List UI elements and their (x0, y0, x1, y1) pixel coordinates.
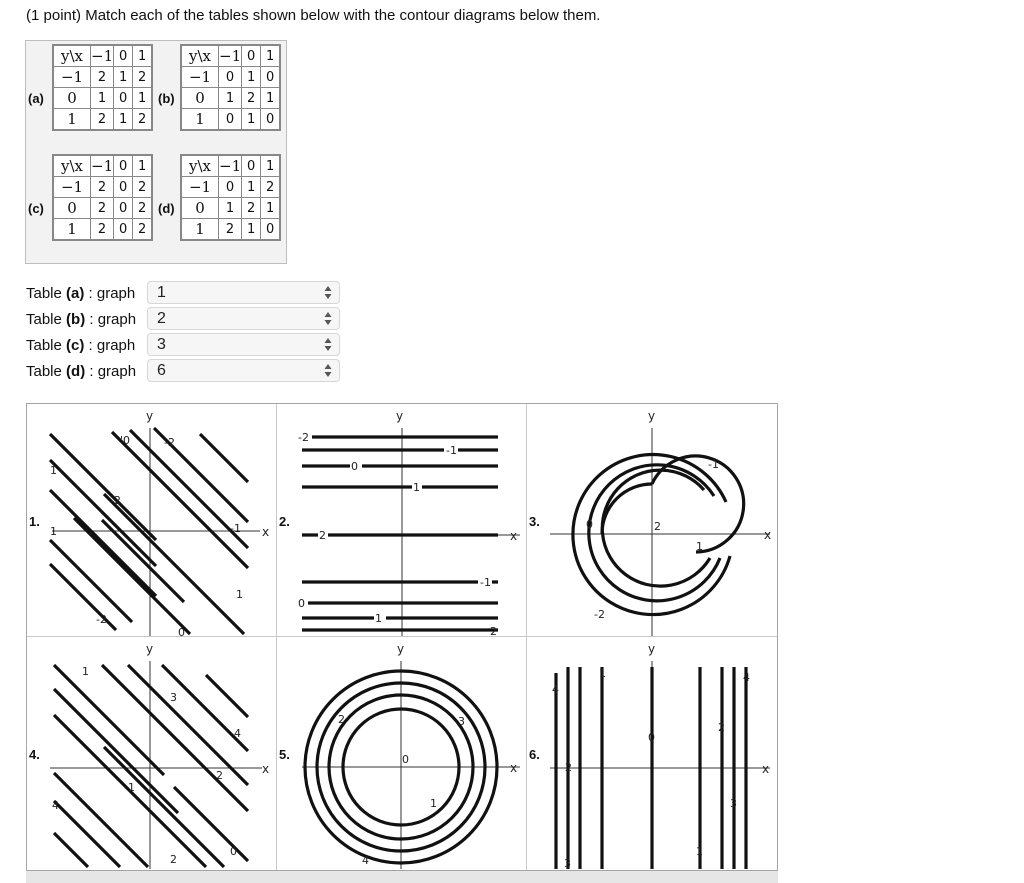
answer-suffix: : graph (85, 310, 137, 328)
contour-label: -1 (446, 444, 457, 457)
table-c-yval: 0 (53, 198, 91, 219)
table-c-cell: 2 (91, 219, 114, 241)
table-a-yval: −1 (53, 67, 91, 88)
answer-table-label: (c) (66, 336, 85, 354)
contour-label: 1 (50, 525, 57, 538)
table-c-cell: 2 (91, 177, 114, 198)
contour-label: 2 (319, 529, 326, 542)
table-d-xval: 0 (242, 155, 261, 177)
table-a-xval: 0 (114, 45, 133, 67)
contour-graphs-grid (26, 403, 778, 871)
x-axis-label: x (762, 762, 770, 776)
contour-label: 0 (648, 731, 655, 744)
graph-1 (27, 404, 277, 637)
contour-label: 2 (114, 494, 121, 507)
contour-label: -1 (480, 576, 491, 589)
table-b (180, 44, 281, 131)
contour-plot-2 (294, 404, 526, 636)
contour-label: 2 (490, 625, 497, 636)
tables-panel (25, 40, 287, 264)
table-d-cell: 1 (242, 177, 261, 198)
contour-label: 1 (696, 845, 703, 858)
y-axis-label: y (146, 642, 154, 656)
contour-label: 1 (413, 481, 420, 494)
table-b-yval: −1 (181, 67, 219, 88)
table-a-cell: 2 (133, 67, 153, 88)
table-c-cell: 2 (133, 177, 153, 198)
y-axis-label: y (648, 409, 656, 423)
table-c-cell: 2 (133, 219, 153, 241)
table-d-yval: 0 (181, 198, 219, 219)
table-a-cell: 2 (91, 109, 114, 131)
table-d-yval: 1 (181, 219, 219, 241)
contour-label: 1 (236, 588, 243, 601)
table-a-cell: 2 (133, 109, 153, 131)
contour-line (54, 689, 178, 813)
graph-select-c[interactable] (147, 333, 340, 356)
contour-label: 1 (50, 464, 57, 477)
contour-plot-4 (44, 637, 276, 869)
graph-3 (527, 404, 777, 637)
table-a-xval: 1 (133, 45, 153, 67)
table-d-cell: 1 (219, 198, 242, 219)
graph-number: 6. (529, 747, 540, 762)
table-b-cell: 0 (261, 109, 281, 131)
contour-line (50, 460, 156, 566)
contour-label: -2 (298, 431, 309, 444)
graph-select-value: 6 (157, 362, 166, 379)
table-d-cell: 2 (261, 177, 281, 198)
table-a-cell: 1 (91, 88, 114, 109)
table-a-xval: −1 (91, 47, 114, 65)
table-c-cell: 2 (91, 198, 114, 219)
table-d-cell: 1 (242, 219, 261, 241)
table-a-cell: 1 (114, 109, 133, 131)
table-d-cell: 1 (261, 198, 281, 219)
x-axis-label: x (764, 528, 772, 542)
table-a-cell: 1 (114, 67, 133, 88)
contour-plot-1 (44, 404, 276, 636)
contour-label: 4 (234, 727, 241, 740)
table-c-cell: 0 (114, 198, 133, 219)
contour-label: 1 (599, 667, 606, 680)
table-b-cell: 1 (219, 88, 242, 109)
graph-select-a[interactable] (147, 281, 340, 304)
contour-line (206, 675, 248, 717)
table-b-cell: 1 (242, 109, 261, 131)
question-text: (1 point) Match each of the tables shown below with the contour diagrams below them. (26, 7, 601, 24)
table-b-cell: 2 (242, 88, 261, 109)
contour-line (74, 518, 190, 634)
updown-arrows-icon (324, 363, 332, 378)
table-b-cell: 1 (242, 67, 261, 88)
table-c-xval: −1 (91, 157, 114, 175)
table-c (52, 154, 153, 241)
x-axis-label: x (510, 529, 518, 543)
table-b-yval: 1 (181, 109, 219, 131)
table-c-yval: −1 (53, 177, 91, 198)
table-a-yval: 0 (53, 88, 91, 109)
table-d-cell: 0 (219, 177, 242, 198)
updown-arrows-icon (324, 285, 332, 300)
table-b-yval: 0 (181, 88, 219, 109)
answer-row-b (26, 307, 148, 331)
graph-select-b[interactable] (147, 307, 340, 330)
contour-ring (602, 484, 652, 534)
graph-number: 1. (29, 514, 40, 529)
contour-label: 3 (458, 715, 465, 728)
y-axis-label: y (146, 409, 154, 423)
graph-number: 2. (279, 514, 290, 529)
contour-label: -2 (96, 613, 107, 626)
updown-arrows-icon (324, 311, 332, 326)
y-axis-label: y (396, 409, 404, 423)
contour-label: 4 (743, 671, 750, 684)
contour-line (54, 801, 120, 867)
answer-prefix: Table (26, 284, 67, 302)
answer-suffix: : graph (84, 336, 136, 354)
contour-label: 0 (586, 518, 593, 531)
contour-label: 4 (52, 799, 59, 812)
graph-select-value: 2 (157, 310, 166, 327)
answer-table-label: (b) (66, 310, 86, 328)
table-a-cell: 1 (133, 88, 153, 109)
table-a (52, 44, 153, 131)
contour-line (54, 665, 164, 775)
table-c-cell: 0 (114, 177, 133, 198)
table-c-xval: 0 (114, 155, 133, 177)
contour-plot-3 (544, 404, 776, 636)
table-a-cell: 0 (114, 88, 133, 109)
answer-table-label: (a) (66, 284, 85, 302)
contour-label: 2 (565, 761, 572, 774)
graph-5 (277, 637, 527, 870)
answer-table-label: (d) (66, 362, 86, 380)
contour-plot-5 (294, 637, 526, 869)
table-a-label: (a) (28, 91, 44, 106)
contour-label: 0 (351, 460, 358, 473)
contour-line (200, 434, 248, 482)
bottom-scroll-strip (26, 871, 778, 883)
table-d-cell: 2 (242, 198, 261, 219)
table-c-xval: 1 (133, 155, 153, 177)
contour-line (54, 833, 88, 867)
table-d-label: (d) (158, 201, 175, 216)
answer-suffix: : graph (84, 284, 136, 302)
table-b-cell: 0 (219, 109, 242, 131)
answer-row-c (26, 333, 148, 357)
contour-label: 2 (718, 721, 725, 734)
contour-label: -1 (708, 458, 719, 471)
contour-label: 0 (402, 753, 409, 766)
contour-ring (573, 455, 730, 615)
contour-label: 3 (564, 857, 571, 869)
graph-number: 5. (279, 747, 290, 762)
table-a-yval: 1 (53, 109, 91, 131)
contour-label: 4 (362, 854, 369, 867)
contour-label: -2 (594, 608, 605, 621)
answer-prefix: Table (26, 336, 67, 354)
graph-number: 3. (529, 514, 540, 529)
table-b-cell: 0 (261, 67, 281, 88)
graph-6 (527, 637, 777, 870)
graph-select-value: 1 (157, 284, 166, 301)
x-axis-label: x (510, 761, 518, 775)
contour-label: 1 (696, 540, 703, 553)
graph-2 (277, 404, 527, 637)
graph-select-d[interactable] (147, 359, 340, 382)
table-b-cell: 0 (219, 67, 242, 88)
graph-number: 4. (29, 747, 40, 762)
table-b-label: (b) (158, 91, 175, 106)
table-b-cell: 1 (261, 88, 281, 109)
contour-label: 1 (430, 797, 437, 810)
table-c-label: (c) (28, 201, 44, 216)
contour-label: 2 (338, 713, 345, 726)
answer-prefix: Table (26, 310, 67, 328)
table-d-corner: y\x (181, 155, 219, 177)
table-d-cell: 2 (219, 219, 242, 241)
contour-label: -2 (164, 436, 175, 449)
answer-row-d (26, 359, 148, 383)
contour-label: 1 (82, 665, 89, 678)
y-axis-label: y (648, 642, 656, 656)
answer-suffix: : graph (85, 362, 137, 380)
contour-label: 0 (230, 845, 237, 858)
contour-line (104, 747, 224, 867)
contour-line (128, 665, 248, 785)
contour-label: 2 (170, 853, 177, 866)
table-a-cell: 2 (91, 67, 114, 88)
table-c-cell: 2 (133, 198, 153, 219)
contour-line (50, 434, 156, 540)
table-d (180, 154, 281, 241)
contour-label: 2 (216, 769, 223, 782)
table-d-yval: −1 (181, 177, 219, 198)
contour-label: 1 (375, 612, 382, 625)
table-c-cell: 0 (114, 219, 133, 241)
updown-arrows-icon (324, 337, 332, 352)
contour-label: 0 (178, 626, 185, 636)
table-c-corner: y\x (53, 155, 91, 177)
contour-label: 2 (654, 520, 661, 533)
table-d-xval: 1 (261, 155, 281, 177)
table-a-corner: y\x (53, 45, 91, 67)
answer-prefix: Table (26, 362, 67, 380)
contour-label: '0 (120, 434, 131, 447)
contour-label: 3 (730, 797, 737, 810)
contour-label: 3 (170, 691, 177, 704)
contour-label: 1 (128, 781, 135, 794)
contour-label: 4 (552, 683, 559, 696)
table-c-yval: 1 (53, 219, 91, 241)
x-axis-label: x (262, 762, 270, 776)
x-axis-label: x (262, 525, 270, 539)
graph-4 (27, 637, 277, 870)
contour-label: 0 (298, 597, 305, 610)
table-b-xval: −1 (219, 47, 242, 65)
contour-line (50, 540, 132, 622)
table-d-xval: −1 (219, 157, 242, 175)
contour-label: -1 (230, 522, 241, 535)
table-b-corner: y\x (181, 45, 219, 67)
answer-row-a (26, 281, 148, 305)
y-axis-label: y (397, 642, 405, 656)
contour-plot-6 (544, 637, 776, 869)
table-d-cell: 0 (261, 219, 281, 241)
graph-select-value: 3 (157, 336, 166, 353)
table-b-xval: 0 (242, 45, 261, 67)
table-b-xval: 1 (261, 45, 281, 67)
